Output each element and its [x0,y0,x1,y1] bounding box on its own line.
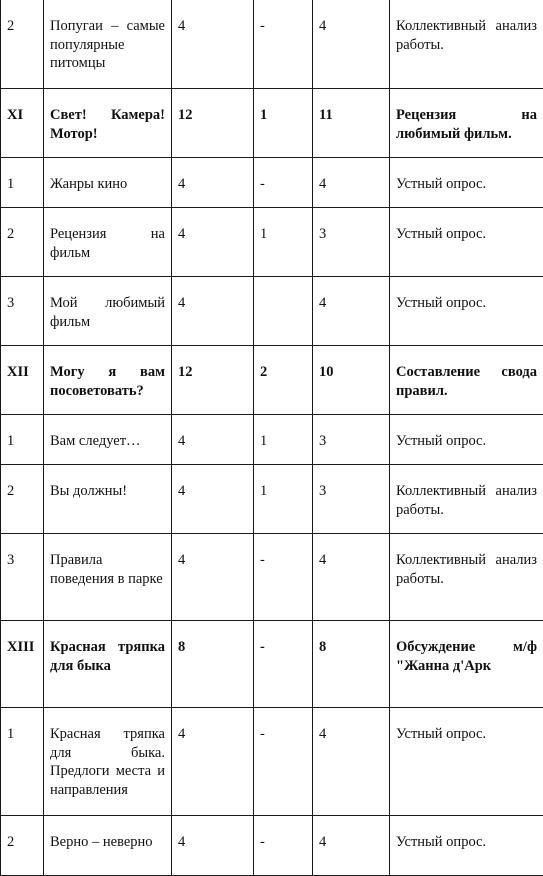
table-row [1,465,543,534]
control-form: Устный опрос. [390,208,543,277]
hours-practice: 8 [313,621,390,708]
row-number: 1 [1,158,44,208]
hours-total: 4 [172,277,254,346]
hours-total: 4 [172,415,254,465]
table-row [1,277,543,346]
row-number: 3 [1,277,44,346]
hours-theory: 1 [254,89,313,158]
hours-total: 8 [172,621,254,708]
control-form: Коллективный анализ работы. [390,534,543,621]
row-number: 3 [1,534,44,621]
hours-total: 4 [172,534,254,621]
hours-total: 12 [172,89,254,158]
hours-theory: - [254,621,313,708]
hours-practice: 3 [313,208,390,277]
topic-title: Красная тряпка для быка. Предлоги места и направления [44,708,172,816]
topic-title: Мой любимый фильм [44,277,172,346]
control-form: Устный опрос. [390,816,543,876]
hours-practice: 4 [313,0,390,89]
topic-title: Верно – неверно [44,816,172,876]
hours-practice: 4 [313,816,390,876]
table-row [1,816,543,876]
hours-theory: 1 [254,465,313,534]
table-row [1,708,543,816]
hours-practice: 10 [313,346,390,415]
hours-total: 4 [172,816,254,876]
row-number: 2 [1,208,44,277]
hours-total: 12 [172,346,254,415]
table-body [1,0,543,876]
row-number: 2 [1,465,44,534]
hours-total: 4 [172,708,254,816]
table-row [1,534,543,621]
table-row [1,415,543,465]
hours-theory: - [254,158,313,208]
control-form: Коллективный анализ работы. [390,0,543,89]
hours-theory: - [254,816,313,876]
hours-theory: - [254,534,313,621]
hours-theory: - [254,0,313,89]
row-number: XIII [1,621,44,708]
hours-total: 4 [172,465,254,534]
row-number: XI [1,89,44,158]
hours-practice: 3 [313,415,390,465]
control-form: Обсуждение м/ф "Жанна д'Арк [390,621,543,708]
topic-title: Могу я вам посоветовать? [44,346,172,415]
control-form: Устный опрос. [390,277,543,346]
topic-title: Правила поведения в парке [44,534,172,621]
section-row [1,621,543,708]
hours-practice: 4 [313,708,390,816]
hours-theory: 1 [254,208,313,277]
control-form: Коллективный анализ работы. [390,465,543,534]
topic-title: Вы должны! [44,465,172,534]
hours-practice: 4 [313,277,390,346]
row-number: 1 [1,708,44,816]
section-row [1,346,543,415]
topic-title: Рецензия на фильм [44,208,172,277]
row-number: 1 [1,415,44,465]
control-form: Устный опрос. [390,708,543,816]
hours-theory: 1 [254,415,313,465]
section-row [1,89,543,158]
hours-practice: 4 [313,158,390,208]
topic-title: Вам следует… [44,415,172,465]
hours-theory: - [254,708,313,816]
row-number: 2 [1,0,44,89]
hours-total: 4 [172,208,254,277]
table-row [1,158,543,208]
row-number: XII [1,346,44,415]
hours-practice: 3 [313,465,390,534]
hours-theory [254,277,313,346]
hours-total: 4 [172,158,254,208]
table-row [1,208,543,277]
hours-practice: 11 [313,89,390,158]
control-form: Устный опрос. [390,415,543,465]
hours-theory: 2 [254,346,313,415]
topic-title: Попугаи – самые популярные питомцы [44,0,172,89]
hours-total: 4 [172,0,254,89]
row-number: 2 [1,816,44,876]
control-form: Составление свода правил. [390,346,543,415]
control-form: Устный опрос. [390,158,543,208]
topic-title: Красная тряпка для быка [44,621,172,708]
hours-practice: 4 [313,534,390,621]
topic-title: Жанры кино [44,158,172,208]
table-row [1,0,543,89]
control-form: Рецензия на любимый фильм. [390,89,543,158]
topic-title: Свет! Камера! Мотор! [44,89,172,158]
